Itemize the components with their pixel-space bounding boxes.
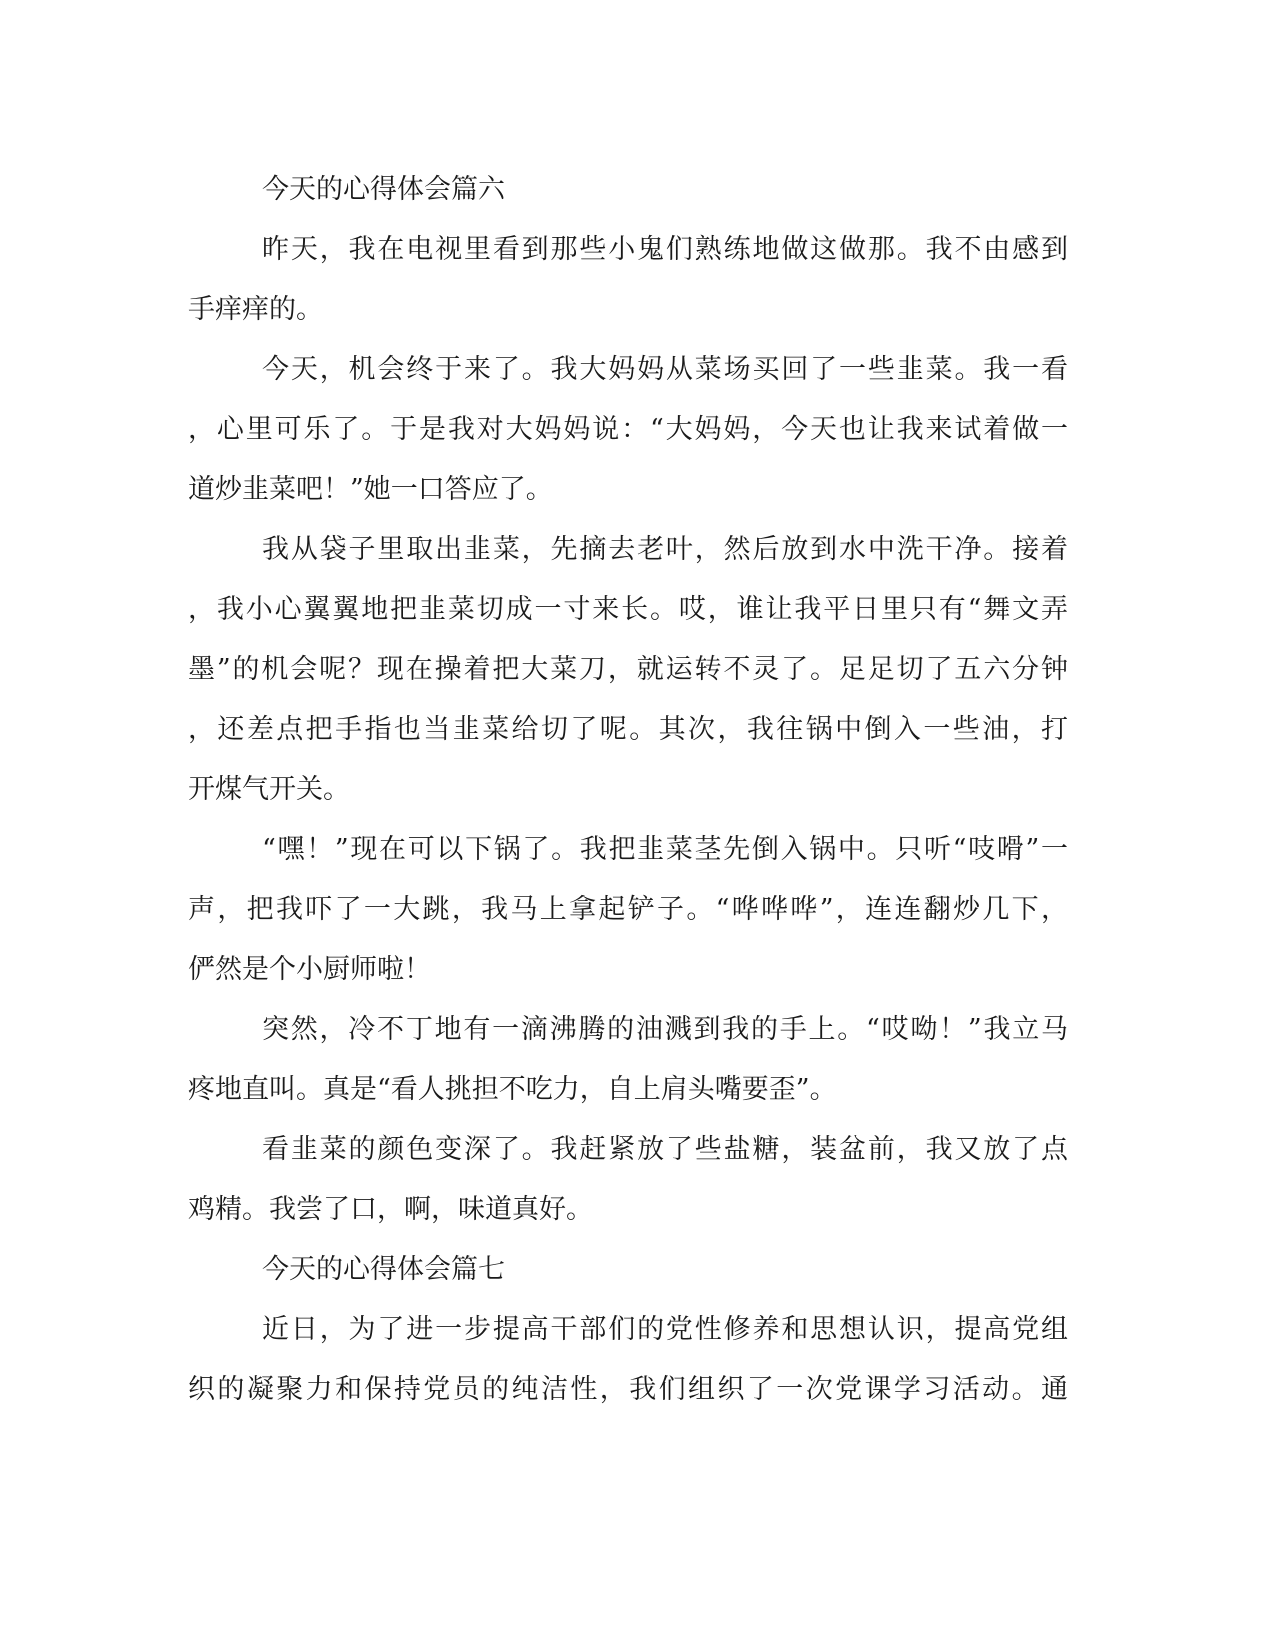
text-line: ，心里可乐了。于是我对大妈妈说：“大妈妈，今天也让我来试着做一 [188, 414, 1068, 445]
text-line: 声，把我吓了一大跳，我马上拿起铲子。“哗哗哗”，连连翻炒几下， [188, 894, 1068, 925]
text-line: 道炒韭菜吧！”她一口答应了。 [188, 474, 553, 505]
heading-part-six: 今天的心得体会篇六 [262, 174, 505, 205]
text-line: 我从袋子里取出韭菜，先摘去老叶，然后放到水中洗干净。接着 [262, 534, 1068, 565]
heading-part-seven: 今天的心得体会篇七 [262, 1254, 505, 1285]
text-line: 看韭菜的颜色变深了。我赶紧放了些盐糖，装盆前，我又放了点 [262, 1134, 1068, 1165]
text-line: “嘿！”现在可以下锅了。我把韭菜茎先倒入锅中。只听“吱嗗”一 [262, 834, 1068, 865]
text-line: 昨天，我在电视里看到那些小鬼们熟练地做这做那。我不由感到 [262, 234, 1068, 265]
text-line: 突然，冷不丁地有一滴沸腾的油溅到我的手上。“哎呦！”我立马 [262, 1014, 1068, 1045]
text-line: 近日，为了进一步提高干部们的党性修养和思想认识，提高党组 [262, 1314, 1068, 1345]
text-line: 鸡精。我尝了口，啊，味道真好。 [188, 1194, 593, 1225]
text-line: ，还差点把手指也当韭菜给切了呢。其次，我往锅中倒入一些油，打 [188, 714, 1068, 745]
text-line: 织的凝聚力和保持党员的纯洁性，我们组织了一次党课学习活动。通 [188, 1374, 1068, 1405]
text-line: 俨然是个小厨师啦！ [188, 954, 431, 985]
text-line: 开煤气开关。 [188, 774, 350, 805]
text-line: ，我小心翼翼地把韭菜切成一寸来长。哎，谁让我平日里只有“舞文弄 [188, 594, 1068, 625]
text-line: 今天，机会终于来了。我大妈妈从菜场买回了一些韭菜。我一看 [262, 354, 1068, 385]
text-line: 墨”的机会呢？现在操着把大菜刀，就运转不灵了。足足切了五六分钟 [188, 654, 1068, 685]
text-line: 疼地直叫。真是“看人挑担不吃力，自上肩头嘴要歪”。 [188, 1074, 837, 1105]
text-line: 手痒痒的。 [188, 294, 323, 325]
